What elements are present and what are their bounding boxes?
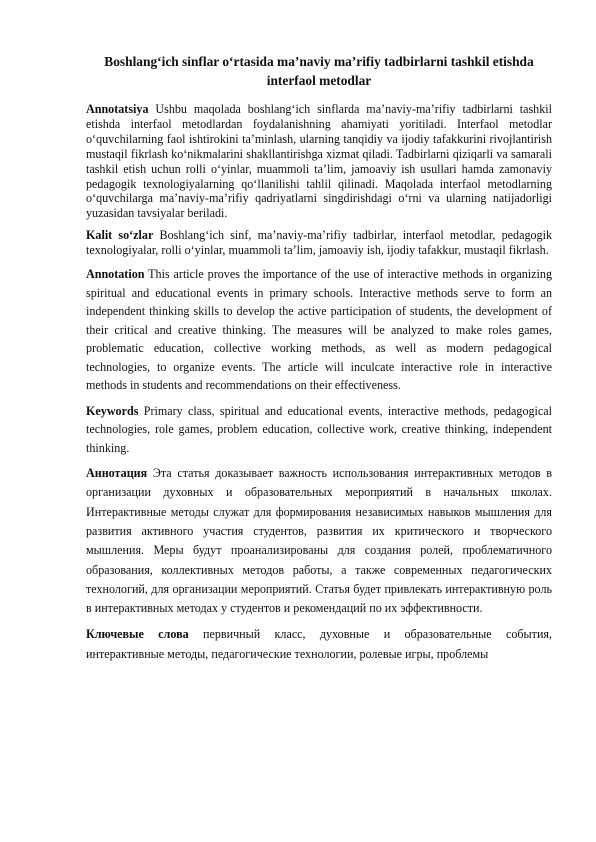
keywords-en-text: Primary class, spiritual and educational events, interactive methods, pedagogical technologies, role games, problem education, collective work, creative thinking, independent thinking. [86, 403, 552, 455]
paper-title: Boshlang‘ich sinflar o‘rtasida ma’naviy ma’rifiy tadbirlarni tashkil etishda interfaol metodlar [104, 54, 534, 88]
abstract-en-label: Annotation [86, 267, 145, 282]
abstract-ru-text: Эта статья доказывает важность использования интерактивных методов в организации духовных и образовательных мероприятий в начальных школах. Интерактивные методы служат для формирования независимых навыков мышления для развития активного участия студентов, развития их критического и творческого мышления. Меры будут проанализированы для создания ролей, проблематичного образования, коллективных методов работы, а также современных педагогических технологий, для организации мероприятий. Статья будет привлекать интерактивную роль в интерактивных методах у студентов и рекомендаций по их эффективности. [86, 466, 552, 616]
abstract-ru [86, 464, 552, 618]
abstract-uz-label: Annotatsiya [86, 102, 149, 116]
keywords-ru-text: первичный класс, духовные и образовательные события, интерактивные методы, педагогические технологии, ролевые игры, проблемы [86, 627, 552, 661]
keywords-uz-label: Kalit so‘zlar [86, 228, 154, 243]
keywords-uz-text: Boshlang‘ich sinf, ma’naviy-ma’rifiy tadbirlar, interfaol metodlar, pedagogik texnologiyalar, rolli o‘yinlar, muammoli ta’lim, jamoaviy ish, ijodiy tafakkur, mustaqil fikrlash. [86, 228, 553, 258]
abstract-ru-label: Аннотация [86, 466, 148, 481]
keywords-uz [86, 228, 552, 258]
keywords-ru-label: Ключевые слова [86, 627, 189, 642]
keywords-en-label: Keywords [86, 403, 139, 418]
abstract-uz-text: Ushbu maqolada boshlang‘ich sinflarda ma’naviy-ma’rifiy tadbirlarni tashkil etishda interfaol metodlardan foydalanishning ahamiyati yoritiladi. Interfaol metodlar o‘quvchilarning faol ishtirokini ta’minlash, ularning tanqidiy va ijodiy tafakkurini rivojlantirish mustaqil fikrlash ko‘nikmalarini shakllantirishga xizmat qiladi. Tadbirlarni qiziqarli va samarali tashkil etish uchun rolli o‘yinlar, muammoli ta’lim, jamoaviy ish usullari hamda zamonaviy pedagogik texnologiyalarning qo‘llanilishi tahlil qilinadi. Maqolada interfaol metodlarning o‘quvchilarga ma’naviy-ma’rifiy qadriyatlarni singdirishdagi o‘rni va ularning natijadorligi yuzasidan tavsiyalar beriladi. [86, 102, 552, 221]
abstract-en-text: This article proves the importance of the use of interactive methods in organizing spiritual and educational events in primary schools. Interactive methods serve to form an independent thinking skills to develop the active participation of students, the development of their critical and creative thinking. The measures will be analyzed to make roles games, problematic education, collective working methods, as well as modern pedagogical technologies, to organize events. The article will inculcate interactive role in interactive methods in students and recommendations on their effectiveness. [86, 267, 552, 393]
keywords-ru [86, 625, 552, 664]
abstract-en [86, 265, 552, 395]
keywords-en [86, 402, 552, 458]
abstract-uz [86, 102, 552, 221]
